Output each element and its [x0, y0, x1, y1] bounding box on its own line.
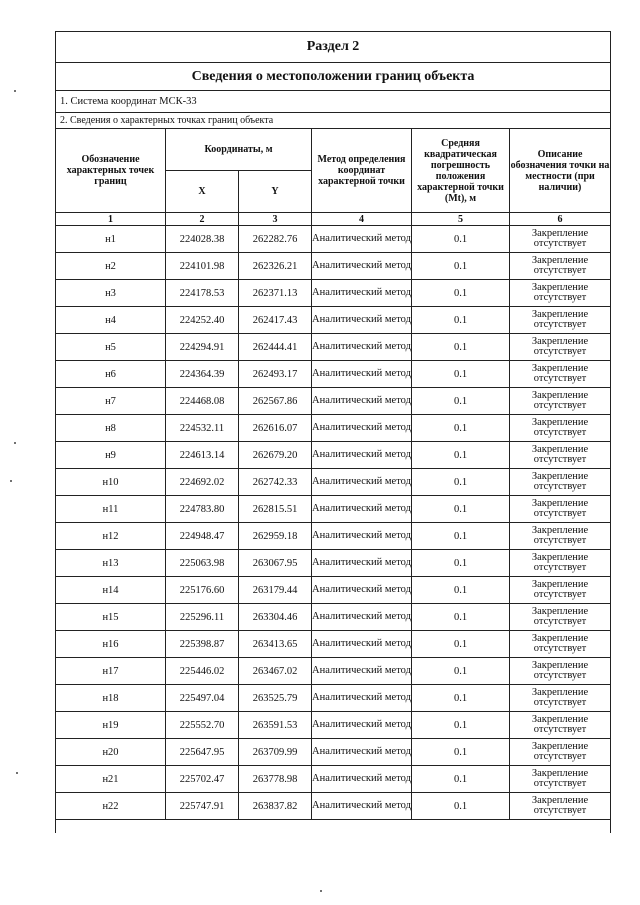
error-value: 0.1	[412, 577, 510, 604]
coord-y: 262493.17	[239, 361, 312, 388]
coord-y: 262282.76	[239, 226, 312, 253]
coord-x: 225296.11	[166, 604, 239, 631]
point-description: Закрепление отсутствует	[510, 577, 611, 604]
coord-y: 262417.43	[239, 307, 312, 334]
table-row	[56, 442, 611, 469]
col-number: 4	[312, 213, 412, 226]
method: Аналитический метод	[312, 604, 412, 631]
method: Аналитический метод	[312, 793, 412, 820]
point-id: н17	[56, 658, 166, 685]
coord-y: 262444.41	[239, 334, 312, 361]
table-row	[56, 658, 611, 685]
table-row	[56, 604, 611, 631]
coordinate-system: 1. Система координат МСК-33	[56, 91, 611, 113]
coord-x: 224468.08	[166, 388, 239, 415]
coord-y: 263467.02	[239, 658, 312, 685]
coord-x: 224692.02	[166, 469, 239, 496]
error-value: 0.1	[412, 550, 510, 577]
point-description: Закрепление отсутствует	[510, 631, 611, 658]
method: Аналитический метод	[312, 442, 412, 469]
error-value: 0.1	[412, 442, 510, 469]
point-id: н2	[56, 253, 166, 280]
coord-y: 262815.51	[239, 496, 312, 523]
coord-x: 224364.39	[166, 361, 239, 388]
point-description: Закрепление отсутствует	[510, 415, 611, 442]
table-row	[56, 685, 611, 712]
table-row	[56, 280, 611, 307]
coord-x: 225552.70	[166, 712, 239, 739]
coord-y: 263413.65	[239, 631, 312, 658]
col-number: 1	[56, 213, 166, 226]
point-id: н5	[56, 334, 166, 361]
method: Аналитический метод	[312, 577, 412, 604]
table-row	[56, 388, 611, 415]
error-value: 0.1	[412, 604, 510, 631]
table-row	[56, 361, 611, 388]
coord-y: 262567.86	[239, 388, 312, 415]
col-number: 6	[510, 213, 611, 226]
method: Аналитический метод	[312, 280, 412, 307]
table-row	[56, 226, 611, 253]
coord-x: 225702.47	[166, 766, 239, 793]
point-id: н18	[56, 685, 166, 712]
header-x: X	[166, 171, 239, 213]
coord-y: 262326.21	[239, 253, 312, 280]
point-id: н21	[56, 766, 166, 793]
coord-x: 225747.91	[166, 793, 239, 820]
boundary-points-table	[55, 31, 611, 833]
point-id: н1	[56, 226, 166, 253]
error-value: 0.1	[412, 793, 510, 820]
table-row	[56, 577, 611, 604]
table-footer-cell	[56, 820, 611, 834]
method: Аналитический метод	[312, 388, 412, 415]
error-value: 0.1	[412, 307, 510, 334]
coord-y: 262959.18	[239, 523, 312, 550]
scan-speck	[14, 90, 16, 92]
header-point: Обозначение характерных точек границ	[56, 129, 166, 213]
coord-y: 263709.99	[239, 739, 312, 766]
method: Аналитический метод	[312, 523, 412, 550]
table-row	[56, 739, 611, 766]
method: Аналитический метод	[312, 658, 412, 685]
coord-x: 225063.98	[166, 550, 239, 577]
scan-speck	[16, 772, 18, 774]
method: Аналитический метод	[312, 415, 412, 442]
table-row	[56, 712, 611, 739]
coord-x: 224613.14	[166, 442, 239, 469]
point-id: н20	[56, 739, 166, 766]
error-value: 0.1	[412, 766, 510, 793]
point-id: н7	[56, 388, 166, 415]
point-description: Закрепление отсутствует	[510, 280, 611, 307]
point-description: Закрепление отсутствует	[510, 226, 611, 253]
points-caption: 2. Сведения о характерных точках границ объекта	[56, 113, 611, 129]
coord-y: 262616.07	[239, 415, 312, 442]
point-id: н19	[56, 712, 166, 739]
method: Аналитический метод	[312, 631, 412, 658]
coord-x: 224532.11	[166, 415, 239, 442]
table-row	[56, 550, 611, 577]
point-description: Закрепление отсутствует	[510, 550, 611, 577]
point-id: н6	[56, 361, 166, 388]
method: Аналитический метод	[312, 712, 412, 739]
point-description: Закрепление отсутствует	[510, 496, 611, 523]
point-description: Закрепление отсутствует	[510, 253, 611, 280]
table-row	[56, 334, 611, 361]
error-value: 0.1	[412, 415, 510, 442]
coord-x: 224178.53	[166, 280, 239, 307]
coord-x: 225647.95	[166, 739, 239, 766]
table-row	[56, 253, 611, 280]
error-value: 0.1	[412, 361, 510, 388]
col-number: 3	[239, 213, 312, 226]
section-title: Раздел 2	[56, 32, 611, 63]
point-id: н16	[56, 631, 166, 658]
coord-y: 263179.44	[239, 577, 312, 604]
column-numbers-row	[56, 213, 611, 226]
point-description: Закрепление отсутствует	[510, 307, 611, 334]
error-value: 0.1	[412, 685, 510, 712]
document-page	[55, 31, 610, 833]
coord-x: 224783.80	[166, 496, 239, 523]
coord-y: 263591.53	[239, 712, 312, 739]
point-id: н10	[56, 469, 166, 496]
method: Аналитический метод	[312, 550, 412, 577]
error-value: 0.1	[412, 469, 510, 496]
table-row	[56, 631, 611, 658]
table-row	[56, 415, 611, 442]
error-value: 0.1	[412, 334, 510, 361]
table-footer-row	[56, 820, 611, 834]
coord-y: 263304.46	[239, 604, 312, 631]
coord-y: 263778.98	[239, 766, 312, 793]
coord-y: 262371.13	[239, 280, 312, 307]
error-value: 0.1	[412, 280, 510, 307]
coord-x: 224948.47	[166, 523, 239, 550]
point-description: Закрепление отсутствует	[510, 685, 611, 712]
coord-x: 224028.38	[166, 226, 239, 253]
scan-speck	[10, 480, 12, 482]
coord-y: 262679.20	[239, 442, 312, 469]
method: Аналитический метод	[312, 361, 412, 388]
point-description: Закрепление отсутствует	[510, 442, 611, 469]
point-description: Закрепление отсутствует	[510, 712, 611, 739]
coord-x: 225176.60	[166, 577, 239, 604]
method: Аналитический метод	[312, 496, 412, 523]
point-id: н8	[56, 415, 166, 442]
method: Аналитический метод	[312, 253, 412, 280]
point-description: Закрепление отсутствует	[510, 739, 611, 766]
point-id: н15	[56, 604, 166, 631]
coord-x: 225446.02	[166, 658, 239, 685]
point-id: н11	[56, 496, 166, 523]
col-number: 5	[412, 213, 510, 226]
error-value: 0.1	[412, 523, 510, 550]
error-value: 0.1	[412, 712, 510, 739]
header-y: Y	[239, 171, 312, 213]
scan-speck	[14, 442, 16, 444]
point-id: н3	[56, 280, 166, 307]
error-value: 0.1	[412, 388, 510, 415]
header-method: Метод определения координат характерной точки	[312, 129, 412, 213]
point-description: Закрепление отсутствует	[510, 469, 611, 496]
coord-y: 262742.33	[239, 469, 312, 496]
coord-y: 263837.82	[239, 793, 312, 820]
method: Аналитический метод	[312, 469, 412, 496]
error-value: 0.1	[412, 658, 510, 685]
header-coords: Координаты, м	[166, 129, 312, 171]
point-description: Закрепление отсутствует	[510, 766, 611, 793]
table-row	[56, 793, 611, 820]
table-row	[56, 496, 611, 523]
coord-x: 224294.91	[166, 334, 239, 361]
point-description: Закрепление отсутствует	[510, 361, 611, 388]
method: Аналитический метод	[312, 685, 412, 712]
error-value: 0.1	[412, 496, 510, 523]
table-row	[56, 766, 611, 793]
method: Аналитический метод	[312, 739, 412, 766]
point-description: Закрепление отсутствует	[510, 523, 611, 550]
point-id: н9	[56, 442, 166, 469]
table-row	[56, 307, 611, 334]
table-row	[56, 523, 611, 550]
error-value: 0.1	[412, 739, 510, 766]
error-value: 0.1	[412, 631, 510, 658]
coord-x: 225497.04	[166, 685, 239, 712]
method: Аналитический метод	[312, 226, 412, 253]
col-number: 2	[166, 213, 239, 226]
coord-y: 263525.79	[239, 685, 312, 712]
coord-y: 263067.95	[239, 550, 312, 577]
point-description: Закрепление отсутствует	[510, 793, 611, 820]
point-id: н4	[56, 307, 166, 334]
coord-x: 224252.40	[166, 307, 239, 334]
point-description: Закрепление отсутствует	[510, 604, 611, 631]
method: Аналитический метод	[312, 766, 412, 793]
point-description: Закрепление отсутствует	[510, 388, 611, 415]
header-desc: Описание обозначения точки на местности (при наличии)	[510, 129, 611, 213]
point-id: н14	[56, 577, 166, 604]
point-description: Закрепление отсутствует	[510, 658, 611, 685]
method: Аналитический метод	[312, 307, 412, 334]
point-id: н13	[56, 550, 166, 577]
point-id: н12	[56, 523, 166, 550]
document-title: Сведения о местоположении границ объекта	[56, 63, 611, 91]
method: Аналитический метод	[312, 334, 412, 361]
point-description: Закрепление отсутствует	[510, 334, 611, 361]
table-row	[56, 469, 611, 496]
error-value: 0.1	[412, 226, 510, 253]
header-error: Средняя квадратическая погрешность положения характерной точки (Mt), м	[412, 129, 510, 213]
coord-x: 224101.98	[166, 253, 239, 280]
scan-speck	[320, 890, 322, 892]
coord-x: 225398.87	[166, 631, 239, 658]
point-id: н22	[56, 793, 166, 820]
error-value: 0.1	[412, 253, 510, 280]
